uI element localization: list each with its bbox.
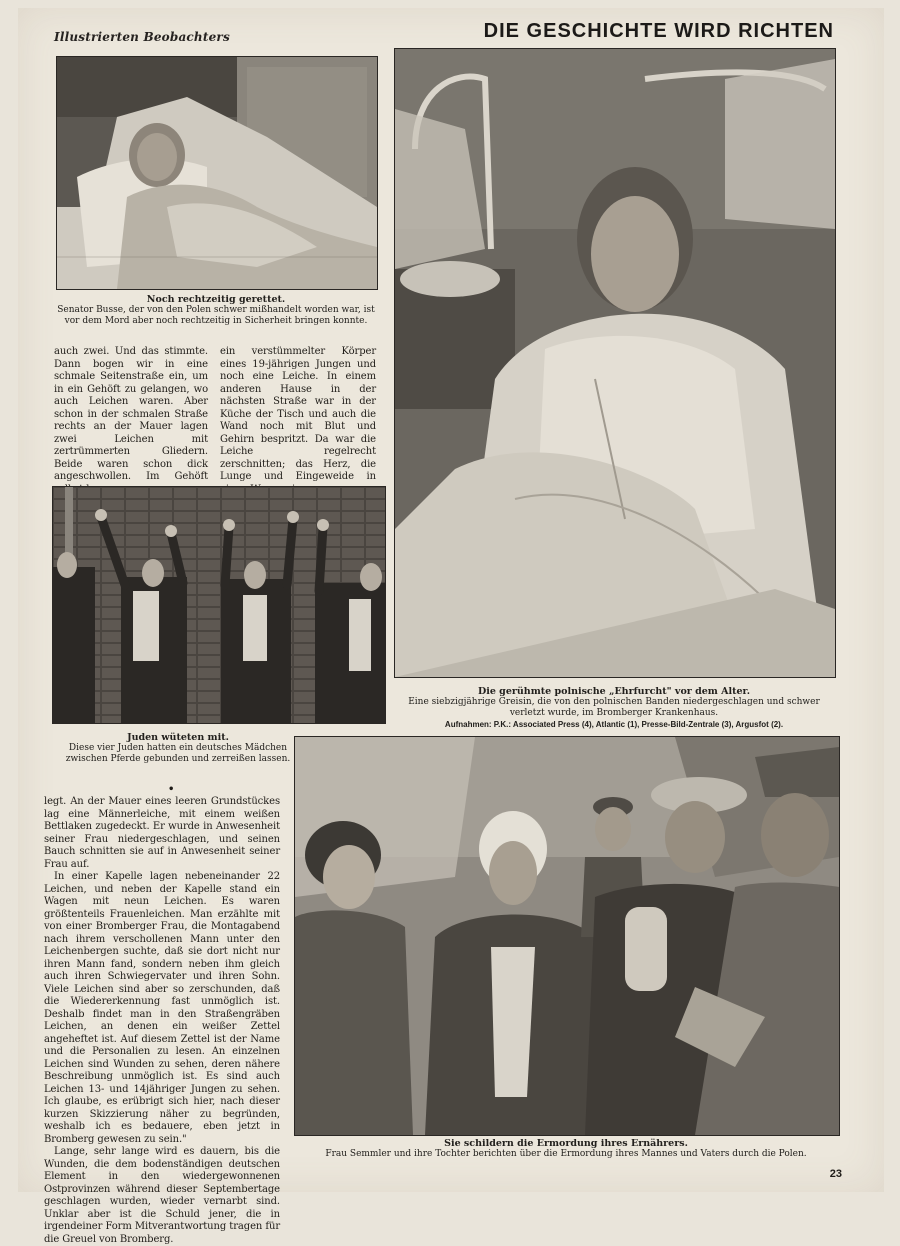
caption-women-body: Frau Semmler und ihre Tochter berichten über die Ermordung ihres Mannes und Vaters durch die Polen. (325, 1149, 807, 1159)
caption-senator-body: Senator Busse, der von den Polen schwer mißhandelt worden war, ist vor dem Mord aber noch rechtzeitig in Sicherheit bringen konnte. (57, 305, 375, 326)
photo-senator-in-bed (56, 56, 378, 290)
caption-women-title: Sie schildern die Ermordung ihres Ernährers. (444, 1138, 688, 1149)
article-column-1-top (54, 346, 208, 496)
caption-old-woman (394, 686, 834, 730)
photo-men-against-wall (52, 486, 386, 724)
page-number: 23 (829, 1168, 842, 1180)
caption-women (294, 1138, 838, 1160)
paragraph: auch zwei. Und das stimmte. Dann bogen wir in eine schmale Seitenstraße ein, um in ein Gehöft zu gelangen, wo auch Leichen waren. Aber schon in der schmalen Straße rechts an der Mauer lagen zwei Leichen mit zertrümmerten Gliedern. Beide waren schon dick angeschwollen. Im Gehöft (54, 346, 208, 482)
paragraph: In einer Kapelle lagen nebeneinander 22 Leichen, und neben der Kapelle stand ein Wagen mit neun Leichen. Es waren größtenteils Frauenleichen. Man erzählte mit von einer Bromberger Frau, die Montagabend nach ihrem verschollenen Mann unter den Leichenbergen suchte, daß sie dort nicht nur ihren Mann fand, sondern neben ihm gleich auch ihren Schwiegervater und ihren Sohn. Viele Leichen sind aber so zerschunden, daß die Wiedererkennung fast unmöglich ist. Deshalb findet man in den Straßengräben Leichen, an denen ein weißer Zettel angeheftet ist. Auf diesem Zettel ist der Name und die Personalien zu lesen. An einzelnen Leichen sind Wunden zu sehen, deren nähere Beschreibung unmöglich ist. Es sind auch Leichen 13- und 14jähriger Jungen zu sehen. Ich glaube, es erübrigt sich hier, nach dieser kurzen Skizzierung näher zu begründen, weshalb ich es bedauere, eben jetzt in Bromberg gewesen zu sein." (44, 871, 280, 1145)
caption-old-woman-body: Eine siebzigjährige Greisin, die von den polnischen Banden niedergeschlagen und schwer verletzt wurde, im Bromberger Krankenhaus. (408, 697, 820, 718)
article-column-lower (44, 796, 280, 1246)
caption-men-body: Diese vier Juden hatten ein deutsches Mädchen zwischen Pferde gebunden und zerreißen lassen. (65, 743, 291, 764)
paragraph: ein verstümmelter Körper eines 19-jährigen Jungen und noch eine Leiche. In einem anderen Hause in der nächsten Straße war in der Küche der Tisch und auch die Wand noch mit Blut und Gehirn bespritzt. Da war die Leiche regelrecht zerschnitten; das Herz, die Lunge und Eingeweide in (220, 346, 376, 482)
caption-senator-title: Noch rechtzeitig gerettet. (146, 294, 286, 305)
photo-old-woman-in-hospital (394, 48, 836, 678)
section-bullet: • (168, 784, 175, 795)
photo-credits: Aufnahmen: P.K.: Associated Press (4), Atlantic (1), Presse-Bild-Zentrale (3), Argusfot (2). (444, 720, 784, 729)
article-column-2-top (220, 346, 376, 496)
headline: DIE GESCHICHTE WIRD RICHTEN (483, 20, 834, 42)
caption-men-title: Juden wüteten mit. (127, 732, 229, 743)
paragraph: Lange, sehr lange wird es dauern, bis die Wunden, die dem bodenständigen deutschen Element in den wiedergewonnenen Ostprovinzen während dieser Septembertage geschlagen wurden, wieder vernarbt sind. Unklar aber ist die Schuld jener, die in irgendeiner Form Mitverantwortung tragen für die Greuel von Bromberg. (44, 1146, 280, 1245)
photo-women-and-soldiers (294, 736, 840, 1136)
masthead: Illustrierten Beobachters (54, 30, 230, 44)
caption-senator (56, 294, 376, 327)
caption-old-woman-title: Die gerühmte polnische „Ehrfurcht" vor dem Alter. (477, 686, 750, 697)
caption-men (62, 732, 294, 765)
paragraph: legt. An der Mauer eines leeren Grundstückes lag eine Männerleiche, mit einem weißen Bettlaken zugedeckt. Er wurde in Anwesenheit seiner Frau niedergeschlagen, und seinen Bauch schnitten sie auf in Anwesenheit seiner Frau auf. (44, 796, 280, 870)
